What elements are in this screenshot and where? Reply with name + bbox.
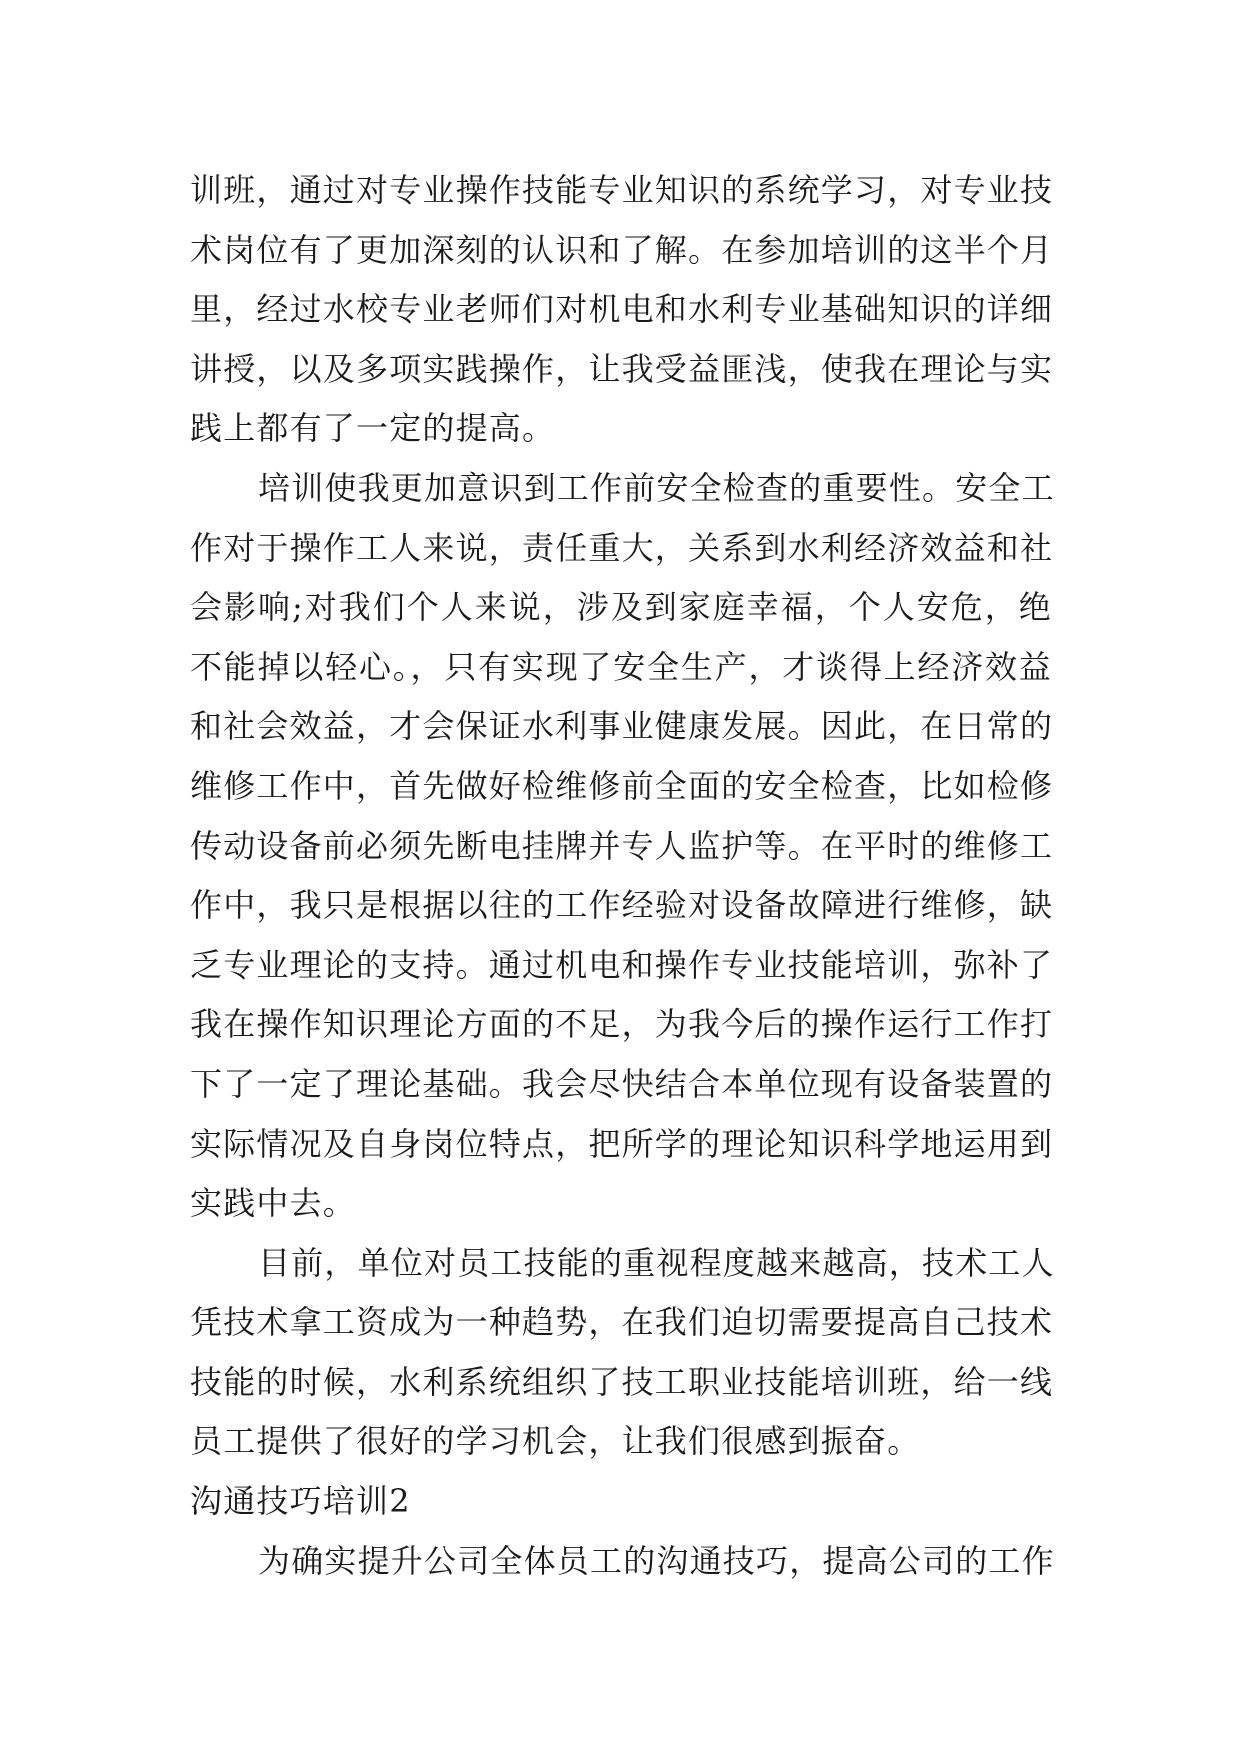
text-line: 传动设备前必须先断电挂牌并专人监护等。在平时的维修工 xyxy=(190,826,1054,865)
text-line: 目前，单位对员工技能的重视程度越来越高，技术工人 xyxy=(258,1243,1055,1282)
text-line: 训班，通过对专业操作技能专业知识的系统学习，对专业技 xyxy=(190,171,1054,209)
text-line: 培训使我更加意识到工作前安全检查的重要性。安全工 xyxy=(258,468,1055,507)
text-line: 作中，我只是根据以往的工作经验对设备故障进行维修，缺 xyxy=(190,886,1054,925)
text-line: 实际情况及自身岗位特点，把所学的理论知识科学地运用到 xyxy=(190,1124,1054,1163)
section-heading: 沟通技巧培训2 xyxy=(190,1482,411,1521)
paragraph xyxy=(190,161,1052,459)
text-line: 维修工作中，首先做好检维修前全面的安全检查，比如检修 xyxy=(190,766,1054,805)
text-line: 员工提供了很好的学习机会，让我们很感到振奋。 xyxy=(190,1422,921,1461)
text-line: 我在操作知识理论方面的不足，为我今后的操作运行工作打 xyxy=(190,1005,1054,1044)
text-line: 下了一定了理论基础。我会尽快结合本单位现有设备装置的 xyxy=(190,1064,1054,1103)
paragraph xyxy=(190,1234,1055,1472)
document-page xyxy=(190,161,1055,1591)
text-line: 里，经过水校专业老师们对机电和水利专业基础知识的详细 xyxy=(190,290,1054,329)
text-line: 实践中去。 xyxy=(190,1184,357,1223)
text-line: 践上都有了一定的提高。 xyxy=(190,409,556,448)
text-line: 乏专业理论的支持。通过机电和操作专业技能培训，弥补了 xyxy=(190,945,1054,984)
text-line: 技能的时候，水利系统组织了技工职业技能培训班，给一线 xyxy=(190,1362,1054,1401)
text-line: 会影响;对我们个人来说，涉及到家庭幸福，个人安危，绝 xyxy=(190,588,1052,627)
text-line: 作对于操作工人来说，责任重大，关系到水利经济效益和社 xyxy=(190,528,1054,567)
text-line: 不能掉以轻心。，只有实现了安全生产，才谈得上经济效益 xyxy=(190,647,1052,686)
text-line: 凭技术拿工资成为一种趋势，在我们迫切需要提高自己技术 xyxy=(190,1303,1054,1342)
text-line: 和社会效益，才会保证水利事业健康发展。因此，在日常的 xyxy=(190,707,1054,746)
paragraph xyxy=(190,459,1055,1234)
text-line: 为确实提升公司全体员工的沟通技巧，提高公司的工作 xyxy=(258,1541,1055,1580)
text-line: 讲授，以及多项实践操作，让我受益匪浅，使我在理论与实 xyxy=(190,349,1054,388)
text-line: 术岗位有了更加深刻的认识和了解。在参加培训的这半个月 xyxy=(190,230,1054,269)
paragraph xyxy=(190,1532,1055,1592)
